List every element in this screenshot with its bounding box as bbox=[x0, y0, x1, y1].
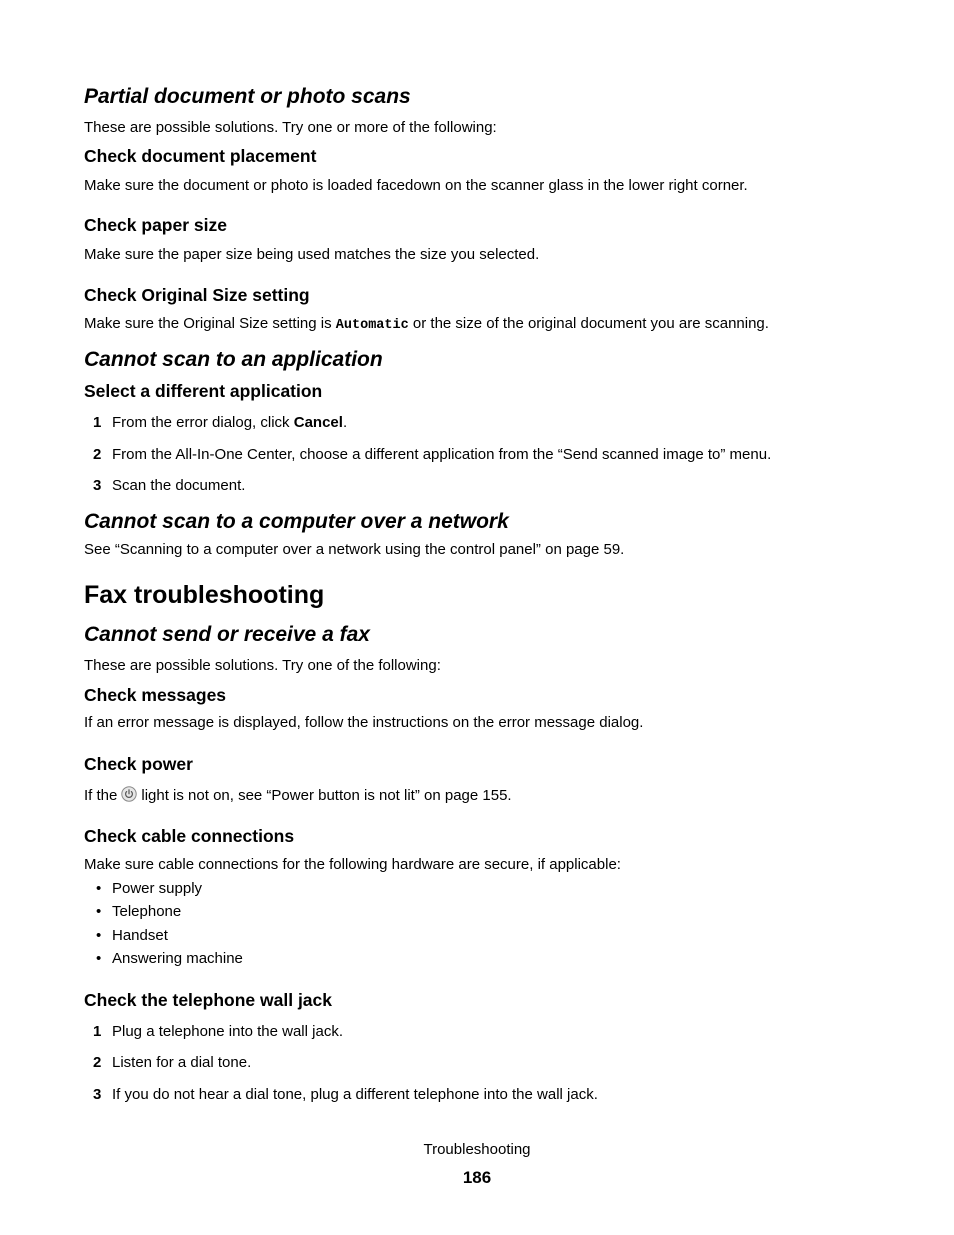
bullet-icon: • bbox=[96, 927, 102, 944]
page-number: 186 bbox=[462, 1168, 492, 1187]
heading-check-cable-connections: Check cable connections bbox=[84, 826, 295, 846]
bullet-icon: • bbox=[96, 903, 102, 920]
text-paper-size: Make sure the paper size being used matches the size you selected. bbox=[84, 246, 540, 263]
bullet-icon: • bbox=[96, 880, 102, 897]
partial-scans-intro: These are possible solutions. Try one or more of the following: bbox=[84, 119, 497, 136]
step-text-after: . bbox=[342, 414, 348, 431]
heading-check-messages: Check messages bbox=[84, 685, 227, 705]
step-text: If you do not hear a dial tone, plug a different telephone into the wall jack. bbox=[112, 1086, 598, 1103]
bullet-icon: • bbox=[96, 950, 102, 967]
text-original-size bbox=[84, 314, 769, 336]
section-heading-partial-scans: Partial document or photo scans bbox=[84, 85, 411, 108]
heading-select-different-app: Select a different application bbox=[84, 381, 323, 401]
list-item: Telephone bbox=[112, 903, 182, 920]
step-text bbox=[112, 413, 347, 433]
step-number: 1 bbox=[93, 1023, 102, 1040]
section-heading-cannot-scan-network: Cannot scan to a computer over a network bbox=[84, 510, 509, 533]
list-item: Handset bbox=[112, 927, 168, 944]
list-item: Power supply bbox=[112, 880, 203, 897]
heading-check-document-placement: Check document placement bbox=[84, 146, 317, 166]
step-text: From the All-In-One Center, choose a different application from the “Send scanned image to” menu. bbox=[112, 446, 772, 463]
fax-intro: These are possible solutions. Try one of the following: bbox=[84, 657, 441, 674]
text-network-reference: See “Scanning to a computer over a network using the control panel” on page 59. bbox=[84, 541, 625, 558]
text-original-size-after: or the size of the original document you are scanning. bbox=[412, 315, 769, 332]
cancel-label: Cancel bbox=[293, 414, 343, 431]
text-check-messages: If an error message is displayed, follow the instructions on the error message dialog. bbox=[84, 714, 644, 731]
section-heading-cannot-scan-app: Cannot scan to an application bbox=[84, 348, 383, 371]
step-text: Scan the document. bbox=[112, 477, 246, 494]
power-text-after: light is not on, see “Power button is not lit” on page 155. bbox=[141, 787, 512, 804]
text-check-power bbox=[84, 786, 512, 806]
list-item: Answering machine bbox=[112, 950, 243, 967]
step-number: 1 bbox=[93, 414, 102, 431]
footer-label: Troubleshooting bbox=[423, 1141, 531, 1158]
chapter-heading-fax: Fax troubleshooting bbox=[84, 581, 325, 609]
step-number: 2 bbox=[93, 446, 102, 463]
heading-check-power: Check power bbox=[84, 754, 193, 774]
step-number: 3 bbox=[93, 1086, 102, 1103]
power-icon bbox=[121, 786, 137, 802]
text-document-placement: Make sure the document or photo is loaded facedown on the scanner glass in the lower right corner. bbox=[84, 177, 748, 194]
power-text-before: If the bbox=[84, 787, 118, 804]
heading-check-wall-jack: Check the telephone wall jack bbox=[84, 990, 332, 1010]
heading-check-paper-size: Check paper size bbox=[84, 215, 227, 235]
text-original-size-before: Make sure the Original Size setting is bbox=[84, 315, 332, 332]
step-text: Listen for a dial tone. bbox=[112, 1054, 252, 1071]
step-number: 2 bbox=[93, 1054, 102, 1071]
heading-check-original-size: Check Original Size setting bbox=[84, 285, 310, 305]
text-cable-connections: Make sure cable connections for the following hardware are secure, if applicable: bbox=[84, 856, 621, 873]
code-automatic: Automatic bbox=[335, 318, 409, 333]
section-heading-cannot-send-fax: Cannot send or receive a fax bbox=[84, 623, 370, 646]
step-text-before: From the error dialog, click bbox=[112, 414, 290, 431]
step-text: Plug a telephone into the wall jack. bbox=[112, 1023, 343, 1040]
step-number: 3 bbox=[93, 477, 102, 494]
